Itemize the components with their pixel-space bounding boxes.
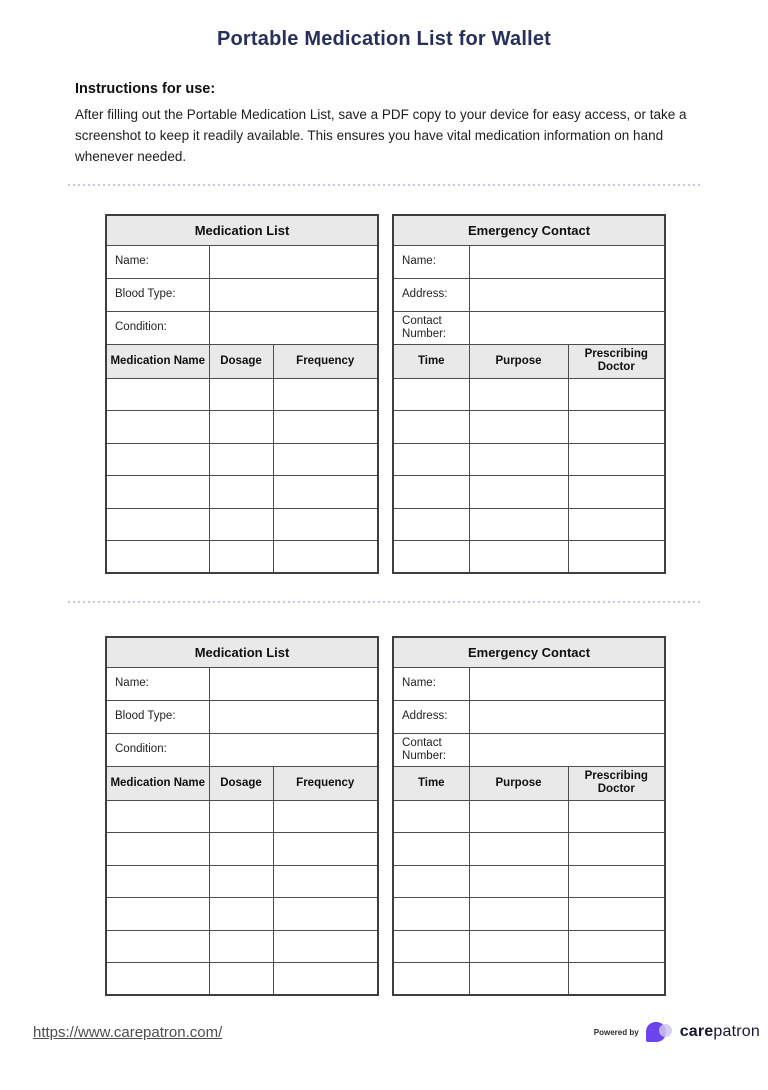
empty-cell[interactable]	[209, 800, 273, 833]
empty-row	[106, 378, 378, 411]
empty-cell[interactable]	[469, 476, 568, 509]
empty-cell[interactable]	[469, 898, 568, 931]
empty-cell[interactable]	[209, 443, 273, 476]
table-header-row	[106, 637, 378, 667]
blood-type-label: Blood Type:	[106, 700, 209, 733]
empty-cell[interactable]	[106, 411, 209, 444]
empty-cell[interactable]	[393, 930, 469, 963]
contact-number-field[interactable]	[469, 733, 665, 766]
name-label: Name:	[393, 667, 469, 700]
column-header-row	[106, 766, 378, 800]
empty-cell[interactable]	[209, 378, 273, 411]
empty-cell[interactable]	[469, 541, 568, 574]
emergency-contact-title: Emergency Contact	[393, 637, 665, 667]
emergency-contact-table	[392, 636, 666, 996]
dotted-divider	[68, 601, 700, 603]
empty-row	[106, 411, 378, 444]
wallet-card-2	[105, 636, 662, 996]
empty-cell[interactable]	[568, 963, 665, 996]
empty-row	[106, 541, 378, 574]
brand-care: care	[679, 1023, 714, 1040]
condition-label: Condition:	[106, 733, 209, 766]
condition-row	[106, 311, 378, 344]
empty-row	[106, 865, 378, 898]
col-dosage: Dosage	[209, 344, 273, 378]
empty-row	[393, 833, 665, 866]
empty-cell[interactable]	[106, 443, 209, 476]
name-row	[106, 667, 378, 700]
empty-row	[393, 898, 665, 931]
empty-row	[393, 443, 665, 476]
col-time: Time	[393, 766, 469, 800]
medication-list-table	[105, 636, 379, 996]
col-time: Time	[393, 344, 469, 378]
empty-row	[393, 378, 665, 411]
name-label: Name:	[393, 245, 469, 278]
empty-row	[106, 963, 378, 996]
dotted-divider	[68, 184, 700, 186]
name-field[interactable]	[469, 245, 665, 278]
website-link[interactable]: https://www.carepatron.com/	[33, 1023, 223, 1041]
contact-number-label: Contact Number:	[393, 311, 469, 344]
empty-cell[interactable]	[393, 963, 469, 996]
column-header-row	[393, 766, 665, 800]
empty-cell[interactable]	[209, 541, 273, 574]
empty-cell[interactable]	[273, 800, 378, 833]
medication-list-title: Medication List	[106, 215, 378, 245]
empty-row	[393, 865, 665, 898]
address-label: Address:	[393, 278, 469, 311]
page-footer	[0, 1020, 768, 1044]
empty-cell[interactable]	[209, 411, 273, 444]
medication-list-title: Medication List	[106, 637, 378, 667]
powered-by	[594, 1020, 760, 1044]
address-label: Address:	[393, 700, 469, 733]
name-row	[393, 667, 665, 700]
address-field[interactable]	[469, 700, 665, 733]
empty-cell[interactable]	[106, 833, 209, 866]
empty-cell[interactable]	[273, 865, 378, 898]
empty-cell[interactable]	[469, 833, 568, 866]
empty-row	[106, 898, 378, 931]
contact-number-row	[393, 311, 665, 344]
empty-cell[interactable]	[568, 378, 665, 411]
empty-cell[interactable]	[273, 378, 378, 411]
instructions-body: After filling out the Portable Medication List, save a PDF copy to your device for easy access, or take a screenshot to keep it readily available. This ensures you have vital medication information on hand whenever needed.	[75, 107, 687, 164]
empty-cell[interactable]	[393, 865, 469, 898]
name-row	[106, 245, 378, 278]
empty-cell[interactable]	[568, 476, 665, 509]
empty-cell[interactable]	[568, 833, 665, 866]
empty-cell[interactable]	[209, 476, 273, 509]
empty-cell[interactable]	[393, 541, 469, 574]
empty-cell[interactable]	[273, 963, 378, 996]
empty-cell[interactable]	[469, 443, 568, 476]
blood-type-label: Blood Type:	[106, 278, 209, 311]
empty-row	[106, 508, 378, 541]
empty-cell[interactable]	[568, 930, 665, 963]
brand-patron: patron	[713, 1023, 760, 1040]
col-purpose: Purpose	[469, 766, 568, 800]
col-prescribing-doctor: Prescribing Doctor	[568, 344, 665, 378]
table-header-row	[393, 637, 665, 667]
empty-cell[interactable]	[469, 800, 568, 833]
empty-cell[interactable]	[209, 833, 273, 866]
empty-cell[interactable]	[106, 898, 209, 931]
empty-cell[interactable]	[469, 378, 568, 411]
empty-row	[106, 833, 378, 866]
column-header-row	[106, 344, 378, 378]
condition-label: Condition:	[106, 311, 209, 344]
empty-row	[106, 930, 378, 963]
carepatron-wordmark	[680, 1023, 760, 1041]
empty-cell[interactable]	[209, 930, 273, 963]
powered-by-label: Powered by	[593, 1027, 639, 1037]
address-row	[393, 700, 665, 733]
empty-row	[393, 930, 665, 963]
name-label: Name:	[106, 667, 209, 700]
empty-cell[interactable]	[106, 930, 209, 963]
name-label: Name:	[106, 245, 209, 278]
empty-cell[interactable]	[568, 508, 665, 541]
empty-cell[interactable]	[106, 508, 209, 541]
empty-row	[393, 476, 665, 509]
empty-row	[106, 800, 378, 833]
empty-cell[interactable]	[273, 930, 378, 963]
empty-cell[interactable]	[273, 476, 378, 509]
table-header-row	[393, 215, 665, 245]
empty-cell[interactable]	[106, 476, 209, 509]
name-row	[393, 245, 665, 278]
empty-row	[393, 800, 665, 833]
empty-cell[interactable]	[106, 800, 209, 833]
blood-type-row	[106, 700, 378, 733]
col-prescribing-doctor: Prescribing Doctor	[568, 766, 665, 800]
empty-cell[interactable]	[568, 898, 665, 931]
empty-cell[interactable]	[393, 898, 469, 931]
col-dosage: Dosage	[209, 766, 273, 800]
empty-cell[interactable]	[209, 508, 273, 541]
table-header-row	[106, 215, 378, 245]
empty-cell[interactable]	[469, 508, 568, 541]
empty-cell[interactable]	[568, 541, 665, 574]
empty-row	[393, 963, 665, 996]
col-medication-name: Medication Name	[106, 344, 209, 378]
name-field[interactable]	[469, 667, 665, 700]
empty-cell[interactable]	[393, 378, 469, 411]
carepatron-logo-icon	[646, 1020, 673, 1044]
empty-cell[interactable]	[393, 443, 469, 476]
name-field[interactable]	[209, 667, 378, 700]
empty-cell[interactable]	[273, 443, 378, 476]
emergency-contact-title: Emergency Contact	[393, 215, 665, 245]
blood-type-row	[106, 278, 378, 311]
condition-field[interactable]	[209, 311, 378, 344]
empty-cell[interactable]	[393, 800, 469, 833]
empty-cell[interactable]	[106, 865, 209, 898]
col-purpose: Purpose	[469, 344, 568, 378]
instructions-heading: Instructions for use:	[75, 81, 216, 97]
empty-row	[393, 411, 665, 444]
empty-cell[interactable]	[393, 833, 469, 866]
blood-type-field[interactable]	[209, 278, 378, 311]
address-row	[393, 278, 665, 311]
empty-cell[interactable]	[106, 541, 209, 574]
wallet-card-1	[105, 214, 662, 574]
empty-cell[interactable]	[393, 508, 469, 541]
empty-cell[interactable]	[106, 378, 209, 411]
page-title: Portable Medication List for Wallet	[216, 28, 552, 50]
empty-cell[interactable]	[568, 411, 665, 444]
empty-cell[interactable]	[393, 411, 469, 444]
empty-row	[106, 443, 378, 476]
col-frequency: Frequency	[273, 344, 378, 378]
col-medication-name: Medication Name	[106, 766, 209, 800]
empty-cell[interactable]	[209, 898, 273, 931]
medication-list-table	[105, 214, 379, 574]
empty-cell[interactable]	[568, 800, 665, 833]
condition-field[interactable]	[209, 733, 378, 766]
empty-row	[393, 508, 665, 541]
empty-cell[interactable]	[469, 865, 568, 898]
empty-cell[interactable]	[273, 541, 378, 574]
col-frequency: Frequency	[273, 766, 378, 800]
empty-cell[interactable]	[106, 963, 209, 996]
empty-cell[interactable]	[273, 411, 378, 444]
address-field[interactable]	[469, 278, 665, 311]
condition-row	[106, 733, 378, 766]
empty-cell[interactable]	[469, 963, 568, 996]
logo-circle-shape	[659, 1024, 672, 1037]
empty-cell[interactable]	[469, 411, 568, 444]
empty-row	[393, 541, 665, 574]
empty-row	[106, 476, 378, 509]
empty-cell[interactable]	[273, 508, 378, 541]
empty-cell[interactable]	[209, 865, 273, 898]
column-header-row	[393, 344, 665, 378]
empty-cell[interactable]	[568, 443, 665, 476]
contact-number-row	[393, 733, 665, 766]
emergency-contact-table	[392, 214, 666, 574]
empty-cell[interactable]	[273, 898, 378, 931]
contact-number-label: Contact Number:	[393, 733, 469, 766]
contact-number-field[interactable]	[469, 311, 665, 344]
empty-cell[interactable]	[209, 963, 273, 996]
name-field[interactable]	[209, 245, 378, 278]
blood-type-field[interactable]	[209, 700, 378, 733]
empty-cell[interactable]	[393, 476, 469, 509]
empty-cell[interactable]	[469, 930, 568, 963]
empty-cell[interactable]	[568, 865, 665, 898]
empty-cell[interactable]	[273, 833, 378, 866]
